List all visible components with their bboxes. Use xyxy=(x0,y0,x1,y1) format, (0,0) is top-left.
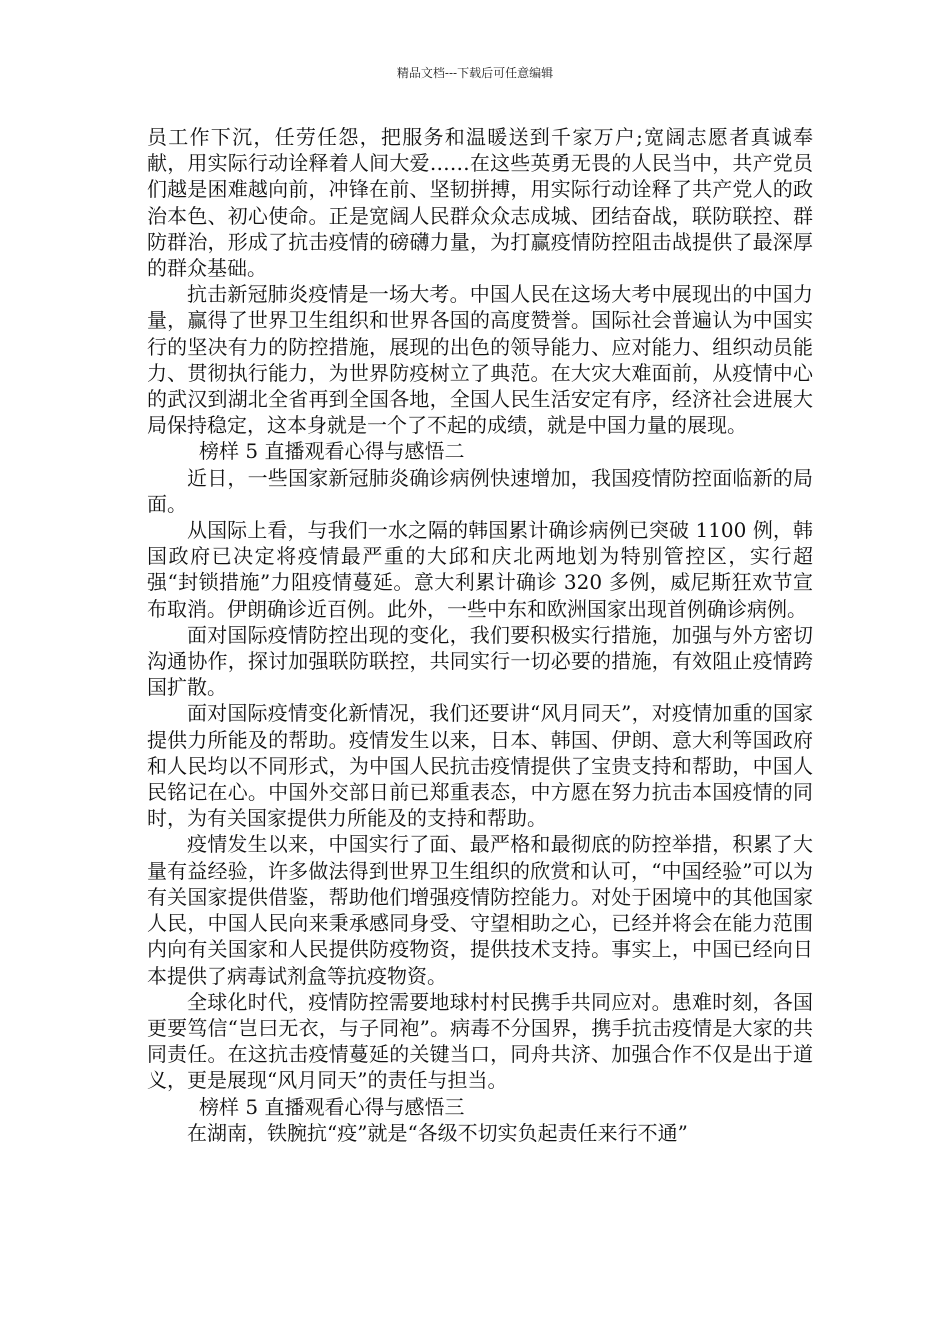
paragraph: 员工作下沉，任劳任怨，把服务和温暖送到千家万户;宽阔志愿者真诚奉献，用实际行动诠释着人间大爱……在这些英勇无畏的人民当中，共产党员们越是困难越向前，冲锋在前、坚韧拼搏，用实际行动诠释了共产党人的政治本色、初心使命。正是宽阔人民群众众志成城、团结奋战，联防联控、群防群治，形成了抗击疫情的磅礴力量，为打赢疫情防控阻击战提供了最深厚的群众基础。 xyxy=(147,125,813,281)
document-body xyxy=(147,124,813,1146)
paragraph: 全球化时代，疫情防控需要地球村村民携手共同应对。患难时刻，各国更要笃信“岂曰无衣，与子同袍”。病毒不分国界，携手抗击疫情是大家的共同责任。在这抗击疫情蔓延的关键当口，同舟共济、加强合作不仅是出于道义，更是展现“风月同天”的责任与担当。 xyxy=(147,989,813,1093)
section-heading: 榜样 5 直播观看心得与感悟三 xyxy=(199,1094,465,1119)
paragraph: 面对国际疫情防控出现的变化，我们要积极实行措施，加强与外方密切沟通协作，探讨加强联防联控，共同实行一切必要的措施，有效阻止疫情跨国扩散。 xyxy=(147,622,813,700)
paragraph: 面对国际疫情变化新情况，我们还要讲“风月同天”，对疫情加重的国家提供力所能及的帮助。疫情发生以来，日本、韩国、伊朗、意大利等国政府和人民均以不同形式，为中国人民抗击疫情提供了宝贵支持和帮助，中国人民铭记在心。中国外交部日前已郑重表态，中方愿在努力抗击本国疫情的同时，为有关国家提供力所能及的支持和帮助。 xyxy=(147,701,813,831)
paragraph: 在湖南，铁腕抗“疫”就是“各级不切实负起责任来行不通” xyxy=(187,1120,688,1145)
page-header: 精品文档---下载后可任意编辑 xyxy=(396,66,554,80)
paragraph: 近日，一些国家新冠肺炎确诊病例快速增加，我国疫情防控面临新的局面。 xyxy=(147,465,813,516)
paragraph: 抗击新冠肺炎疫情是一场大考。中国人民在这场大考中展现出的中国力量，赢得了世界卫生组织和世界各国的高度赞誉。国际社会普遍认为中国实行的坚决有力的防控措施，展现的出色的领导能力、应对能力、组织动员能力、贯彻执行能力，为世界防疫树立了典范。在大灾大难面前，从疫情中心的武汉到湖北全省再到全国各地，全国人民生活安定有序，经济社会进展大局保持稳定，这本身就是一个了不起的成绩，就是中国力量的展现。 xyxy=(147,282,813,438)
section-heading: 榜样 5 直播观看心得与感悟二 xyxy=(199,439,465,464)
paragraph: 疫情发生以来，中国实行了面、最严格和最彻底的防控举措，积累了大量有益经验，许多做法得到世界卫生组织的欣赏和认可，“中国经验”可以为有关国家提供借鉴，帮助他们增强疫情防控能力。对处于困境中的其他国家人民，中国人民向来秉承感同身受、守望相助之心，已经并将会在能力范围内向有关国家和人民提供防疫物资，提供技术支持。事实上，中国已经向日本提供了病毒试剂盒等抗疫物资。 xyxy=(147,832,813,988)
paragraph: 从国际上看，与我们一水之隔的韩国累计确诊病例已突破 1100 例，韩国政府已决定将疫情最严重的大邱和庆北两地划为特别管控区，实行超强“封锁措施”力阻疫情蔓延。意大利累计确诊 320 多例，威尼斯狂欢节宣布取消。伊朗确诊近百例。此外，一些中东和欧洲国家出现首例确诊病例。 xyxy=(147,518,813,621)
